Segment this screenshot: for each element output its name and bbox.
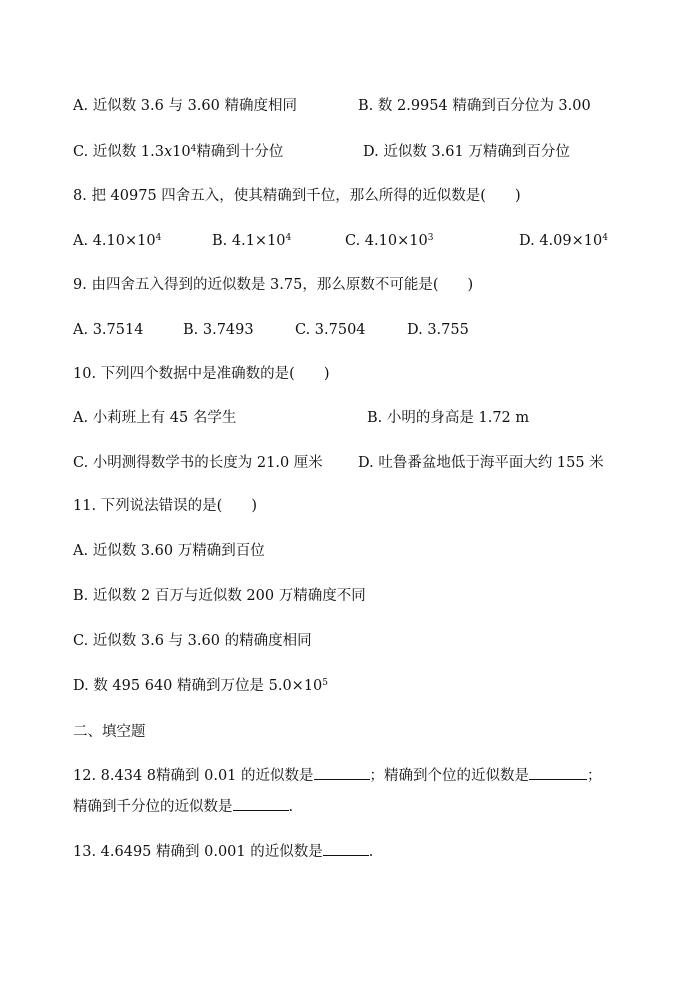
q13-text-2: . (368, 844, 374, 860)
q8-stem: 8. 把 40975 四舍五入，使其精确到千位，那么所得的近似数是( ) (73, 188, 521, 204)
q9-option-d: D. 3.755 (407, 322, 469, 338)
q10-option-b: B. 小明的身高是 1.72 m (367, 410, 530, 426)
q8-option-a-exponent: 4 (155, 233, 162, 243)
q12-blank-2[interactable] (529, 765, 587, 780)
q11-option-d-exponent: 5 (322, 678, 329, 688)
q12-text-4: 精确到千分位的近似数是 (73, 799, 233, 815)
q7-option-b: B. 数 2.9954 精确到百分位为 3.00 (358, 98, 591, 114)
q8-option-c-exponent: 3 (427, 233, 434, 243)
q7-option-c (73, 142, 283, 162)
q12-text-2: ；精确到个位的近似数是 (369, 768, 530, 784)
q8-option-b-base: B. 4.1×10 (212, 233, 286, 249)
q12-text-3: ； (587, 768, 602, 784)
q9-option-a: A. 3.7514 (73, 322, 144, 338)
q8-option-c-base: C. 4.10×10 (345, 233, 428, 249)
q8-option-d (519, 231, 608, 251)
q8-option-a (73, 231, 161, 251)
q9-stem: 9. 由四舍五入得到的近似数是 3.75，那么原数不可能是( ) (73, 277, 474, 293)
q12-text-5: . (288, 799, 294, 815)
q12-line-2 (73, 796, 293, 817)
q8-option-b-exponent: 4 (285, 233, 292, 243)
q12-text-1: 12. 8.434 8精确到 0.01 的近似数是 (73, 768, 314, 784)
q7-option-c-text: 精确到十分位 (196, 144, 284, 160)
q12-line-1 (73, 765, 602, 786)
q13-line (73, 841, 373, 862)
q8-option-a-base: A. 4.10×10 (73, 233, 156, 249)
q9-option-c: C. 3.7504 (295, 322, 366, 338)
section-heading-fill-in: 二、填空题 (73, 724, 146, 740)
q12-blank-1[interactable] (314, 765, 370, 780)
q8-option-b (212, 231, 291, 251)
q10-stem: 10. 下列四个数据中是准确数的是( ) (73, 366, 330, 382)
q11-option-d (73, 676, 328, 696)
q7-option-c-coef: C. 近似数 1.3 (73, 144, 164, 160)
q10-option-d: D. 吐鲁番盆地低于海平面大约 155 米 (358, 455, 604, 471)
q11-option-b: B. 近似数 2 百万与近似数 200 万精确度不同 (73, 588, 366, 604)
q8-option-d-exponent: 4 (602, 233, 608, 243)
q13-text-1: 13. 4.6495 精确到 0.001 的近似数是 (73, 844, 323, 860)
q12-blank-3[interactable] (233, 796, 289, 811)
q10-option-c: C. 小明测得数学书的长度为 21.0 厘米 (73, 455, 323, 471)
q9-option-b: B. 3.7493 (183, 322, 254, 338)
q8-option-d-base: D. 4.09×10 (519, 233, 603, 249)
q8-option-c (345, 231, 433, 251)
q11-stem: 11. 下列说法错误的是( ) (73, 498, 257, 514)
q11-option-a: A. 近似数 3.60 万精确到百位 (73, 543, 265, 559)
q7-option-a: A. 近似数 3.6 与 3.60 精确度相同 (73, 98, 297, 114)
q7-option-d: D. 近似数 3.61 万精确到百分位 (363, 144, 570, 160)
q7-option-c-base: 10 (172, 144, 191, 160)
q13-blank[interactable] (323, 841, 369, 856)
q7-option-c-times: x (163, 144, 173, 160)
q11-option-d-base: D. 数 495 640 精确到万位是 5.0×10 (73, 678, 323, 694)
q7-option-c-exponent: 4 (190, 144, 197, 154)
q10-option-a: A. 小莉班上有 45 名学生 (73, 410, 237, 426)
q11-option-c: C. 近似数 3.6 与 3.60 的精确度相同 (73, 633, 312, 649)
